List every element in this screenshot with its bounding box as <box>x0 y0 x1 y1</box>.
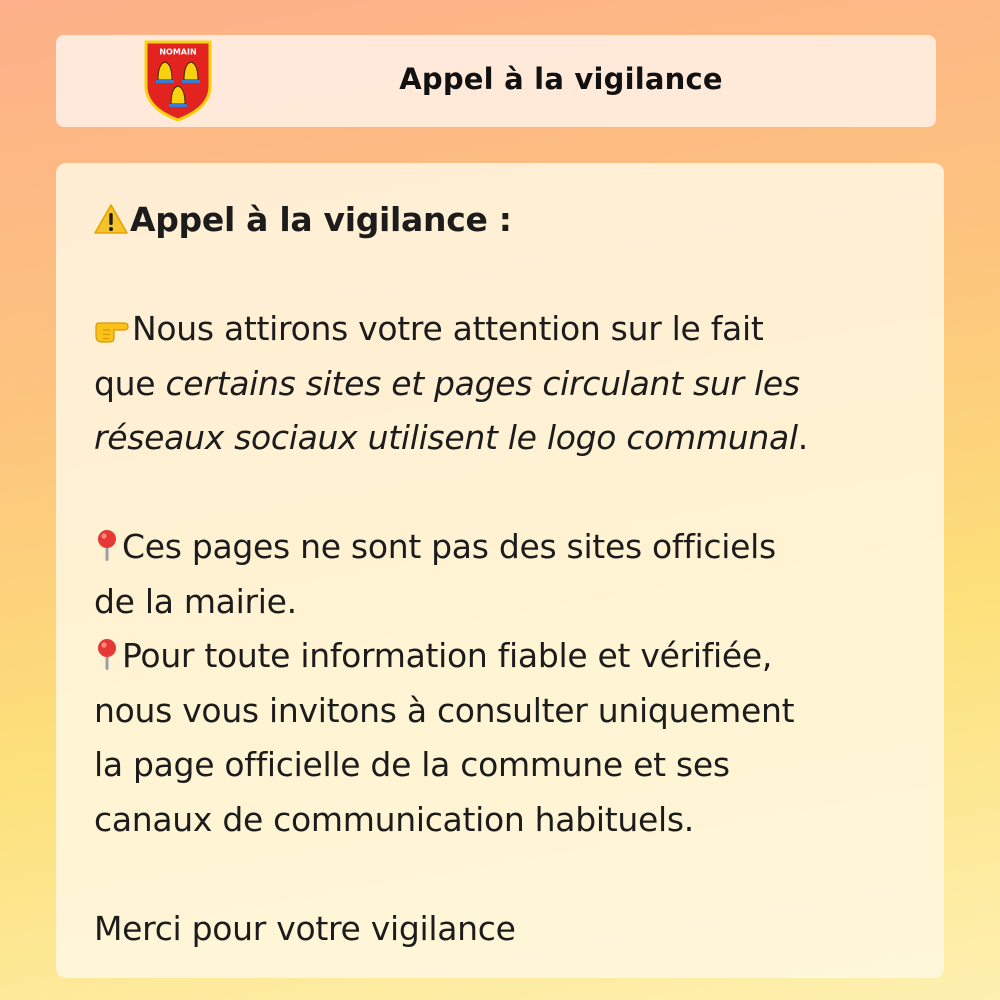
message-body <box>94 193 894 956</box>
paragraph-1-line-1 <box>94 302 894 357</box>
header-banner <box>56 35 936 127</box>
spacer <box>94 847 894 902</box>
paragraph-1-text-1: Nous attirons votre attention sur le fait <box>132 309 764 348</box>
paragraph-3-text-1: Pour toute information fiable et vérifiée, <box>122 636 773 675</box>
crest-label: NOMAIN <box>159 47 197 57</box>
paragraph-3-text-4: canaux de communication habituels. <box>94 799 694 839</box>
paragraph-3-text-2: nous vous invitons à consulter uniquement <box>94 690 795 730</box>
paragraph-1-line-2 <box>94 357 894 412</box>
spacer <box>94 466 894 521</box>
paragraph-3-line-1 <box>94 629 894 684</box>
round-pushpin-icon <box>94 528 120 562</box>
paragraph-1-period: . <box>797 418 808 457</box>
paragraph-3-line-4 <box>94 793 894 848</box>
header-title: Appel à la vigilance <box>399 62 723 96</box>
paragraph-3-line-2 <box>94 684 894 739</box>
paragraph-1-line-3 <box>94 411 894 466</box>
paragraph-3-line-3 <box>94 738 894 793</box>
message-heading: Appel à la vigilance : <box>130 200 512 239</box>
paragraph-2-text-1: Ces pages ne sont pas des sites officiels <box>122 527 776 566</box>
closing-text: Merci pour votre vigilance <box>94 908 516 948</box>
message-heading-line <box>94 193 894 248</box>
closing-line <box>94 902 894 957</box>
spacer <box>94 248 894 303</box>
paragraph-2-line-1 <box>94 520 894 575</box>
paragraph-1-emphasis-2: réseaux sociaux utilisent le logo communal <box>94 418 798 457</box>
warning-icon <box>94 203 128 235</box>
round-pushpin-icon <box>94 637 120 671</box>
paragraph-3-text-3: la page officielle de la commune et ses <box>94 745 730 784</box>
message-card <box>56 163 944 978</box>
pointing-hand-icon <box>94 316 130 344</box>
paragraph-1-text-2: que <box>94 363 166 403</box>
paragraph-1-emphasis-1: certains sites et pages circulant sur les <box>165 363 800 403</box>
paragraph-2-line-2 <box>94 575 894 630</box>
paragraph-2-text-2: de la mairie. <box>94 581 297 621</box>
